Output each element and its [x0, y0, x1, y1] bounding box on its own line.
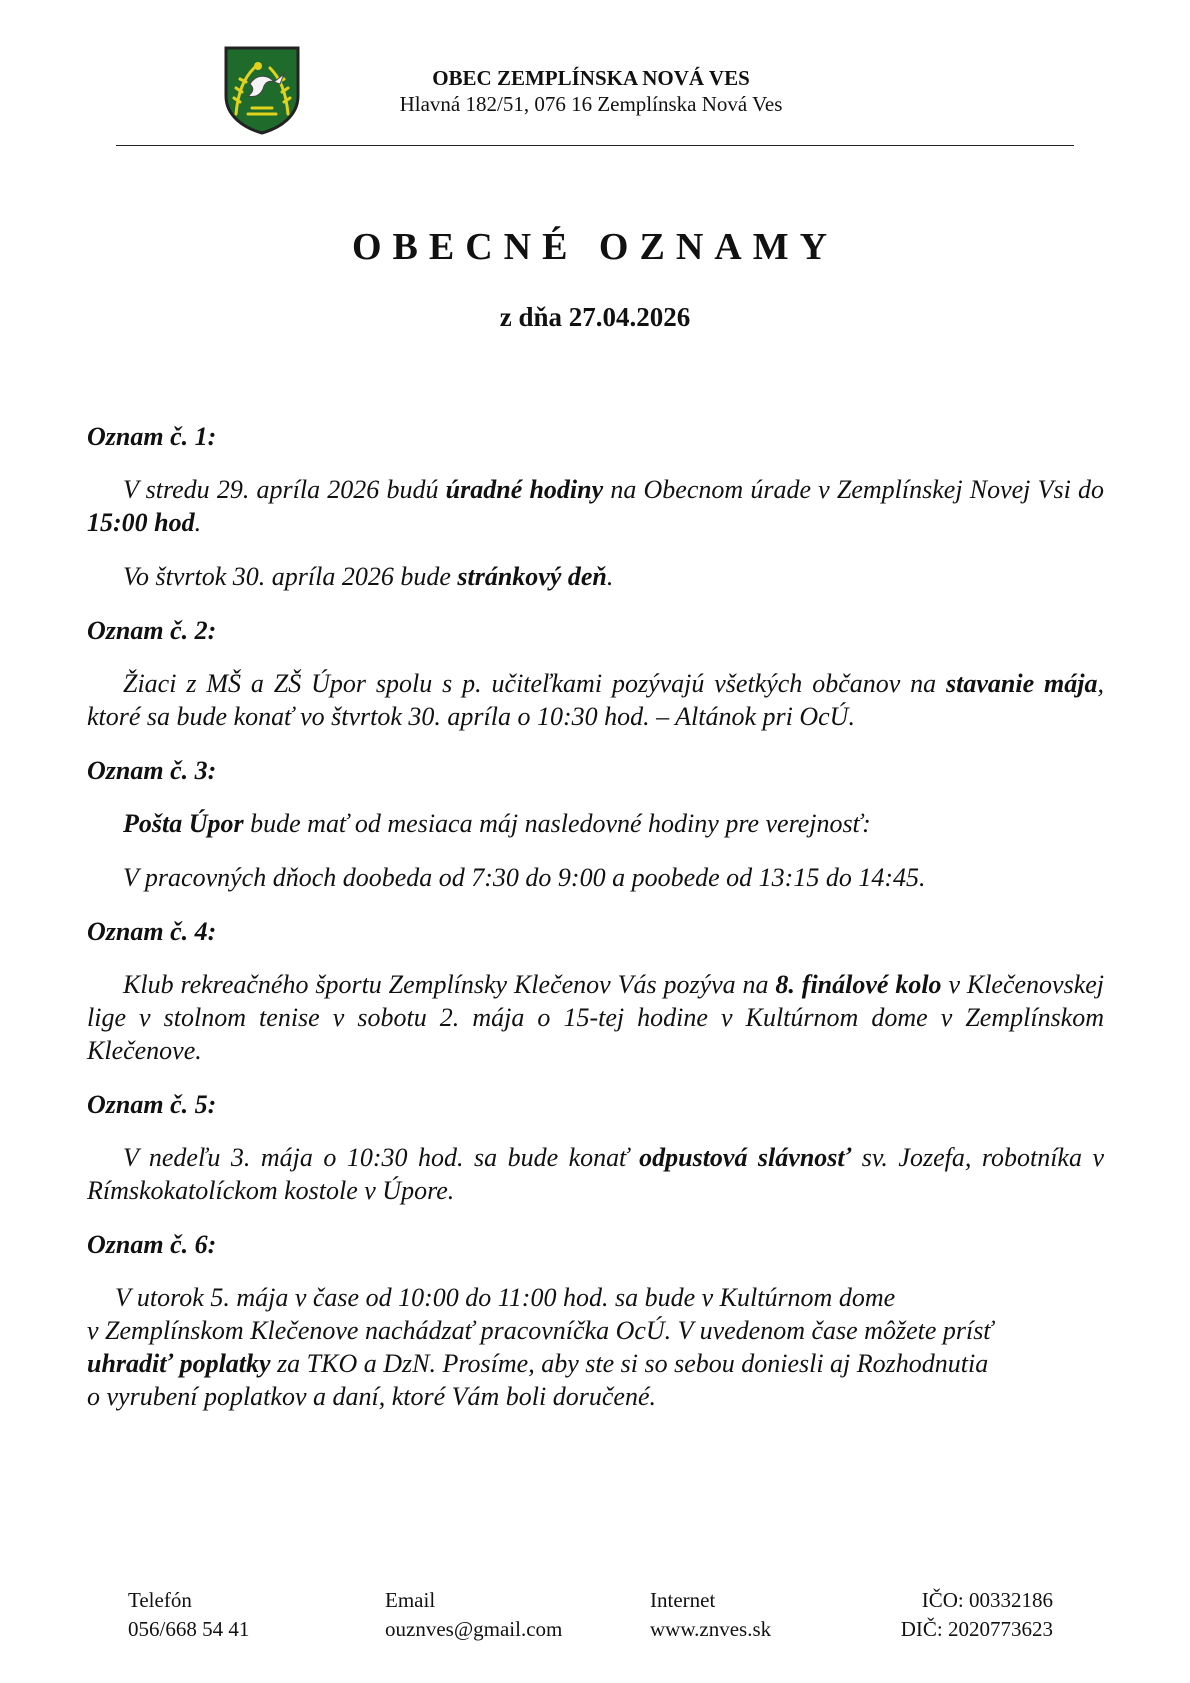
footer-phone — [128, 1586, 249, 1644]
footer-internet — [650, 1586, 771, 1644]
header-divider — [116, 145, 1074, 146]
footer-ico: IČO: 00332186 — [921, 1588, 1053, 1612]
notice-3-paragraph-1: Pošta Úpor bude mať od mesiaca máj nasledovné hodiny pre verejnosť: — [123, 809, 871, 838]
notice-1-paragraph-2: Vo štvrtok 30. apríla 2026 bude stránkový deň. — [123, 562, 614, 591]
footer-dic: DIČ: 2020773623 — [900, 1617, 1053, 1641]
notice-heading-5: Oznam č. 5: — [87, 1090, 217, 1119]
notice-1-paragraph-1: V stredu 29. apríla 2026 budú úradné hodiny na Obecnom úrade v Zemplínskej Novej Vsi do 15:00 hod. — [87, 475, 1104, 537]
notice-heading-2: Oznam č. 2: — [87, 616, 217, 645]
notice-heading-1: Oznam č. 1: — [87, 422, 217, 451]
notice-6-paragraph-1: V utorok 5. mája v čase od 10:00 do 11:00 hod. sa bude v Kultúrnom dome v Zemplínskom Klečenove nachádzať pracovníčka OcÚ. V uvedenom čase môžete prísť uhradiť poplatky za TKO a DzN. Prosíme, aby ste si so sebou doniesli aj Rozhodnutia o vyrubení poplatkov a daní, ktoré Vám boli doručené. — [87, 1283, 993, 1411]
notice-heading-3: Oznam č. 3: — [87, 756, 217, 785]
footer-email-label: Email — [385, 1588, 436, 1612]
document-title: OBECNÉ OZNAMY — [351, 226, 839, 268]
contact-footer — [0, 1586, 1190, 1656]
letterhead — [116, 44, 1074, 148]
notice-4-paragraph-1: Klub rekreačného športu Zemplínsky Klečenov Vás pozýva na 8. finálové kolo v Klečenovskej lige v stolnom tenise v sobotu 2. mája o 15-tej hodine v Kultúrnom dome v Zemplínskom Klečenove. — [87, 970, 1105, 1065]
footer-email — [385, 1586, 562, 1644]
notice-2-paragraph-1: Žiaci z MŠ a ZŠ Úpor spolu s p. učiteľkami pozývajú všetkých občanov na stavanie mája, ktoré sa bude konať vo štvrtok 30. apríla o 10:30 hod. – Altánok pri OcÚ. — [87, 669, 1104, 731]
notices-body — [87, 420, 1104, 1433]
municipality-address: Hlavná 182/51, 076 16 Zemplínska Nová Ves — [399, 92, 783, 116]
municipal-crest-icon — [222, 44, 302, 136]
notice-heading-4: Oznam č. 4: — [87, 917, 217, 946]
notice-3-paragraph-2: V pracovných dňoch doobeda od 7:30 do 9:00 a poobede od 13:15 do 14:45. — [123, 863, 926, 892]
footer-email-value[interactable]: ouznves@gmail.com — [385, 1617, 563, 1641]
footer-internet-label: Internet — [650, 1588, 716, 1612]
footer-phone-label: Telefón — [128, 1588, 192, 1612]
notice-5-paragraph-1: V nedeľu 3. mája o 10:30 hod. sa bude konať odpustová slávnosť sv. Jozefa, robotníka v Rímskokatolíckom kostole v Úpore. — [87, 1143, 1104, 1205]
document-date: z dňa 27.04.2026 — [499, 302, 691, 332]
footer-phone-value: 056/668 54 41 — [128, 1617, 250, 1641]
footer-internet-value[interactable]: www.znves.sk — [650, 1617, 772, 1641]
footer-tax-ids — [901, 1586, 1053, 1644]
municipality-name: OBEC ZEMPLÍNSKA NOVÁ VES — [432, 66, 750, 90]
notice-heading-6: Oznam č. 6: — [87, 1230, 217, 1259]
